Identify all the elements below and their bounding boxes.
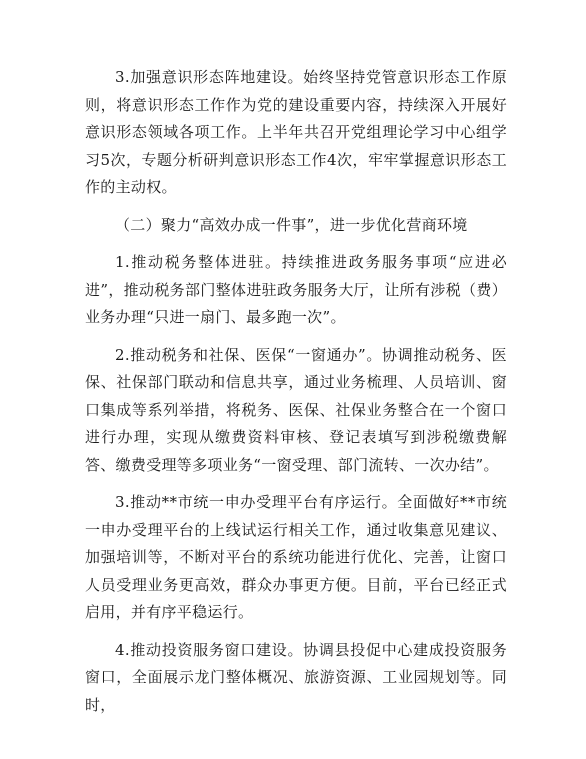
document-body bbox=[85, 64, 507, 729]
paragraph-unified-platform: 3.推动**市统一申办受理平台有序运行。全面做好**市统一申办受理平台的上线试运行相关工作，通过收集意见建议、加强培训等，不断对平台的系统功能进行优化、完善，让窗口人员受理业务更高效，群众办事更方便。目前，平台已经正式启用，并有序平稳运行。 bbox=[85, 493, 507, 621]
paragraph-tax-entry: 1.推动税务整体进驻。持续推进政务服务事项“应进必进”，推动税务部门整体进驻政务服务大厅，让所有涉税（费）业务办理“只进一扇门、最多跑一次”。 bbox=[85, 253, 507, 326]
paragraph-ideology-front: 3.加强意识形态阵地建设。始终坚持党管意识形态工作原则，将意识形态工作作为党的建设重要内容，持续深入开展好意识形态领域各项工作。上半年共召开党组理论学习中心组学习5次，专题分析研判意识形态工作4次，牢牢掌握意识形态工作的主动权。 bbox=[85, 68, 507, 196]
paragraph-one-window-service: 2.推动税务和社保、医保“一窗通办”。协调推动税务、医保、社保部门联动和信息共享，通过业务梳理、人员培训、窗口集成等系列举措，将税务、医保、社保业务整合在一个窗口进行办理，实现从缴费资料审核、登记表填写到涉税缴费解答、缴费受理等多项业务“一窗受理、部门流转、一次办结”。 bbox=[85, 345, 507, 474]
paragraph-investment-window: 4.推动投资服务窗口建设。协调县投促中心建成投资服务窗口，全面展示龙门整体概况、旅游资源、工业园规划等。同时， bbox=[85, 640, 507, 714]
section-heading-business-environment: （二）聚力“高效办成一件事”，进一步优化营商环境 bbox=[115, 215, 468, 234]
